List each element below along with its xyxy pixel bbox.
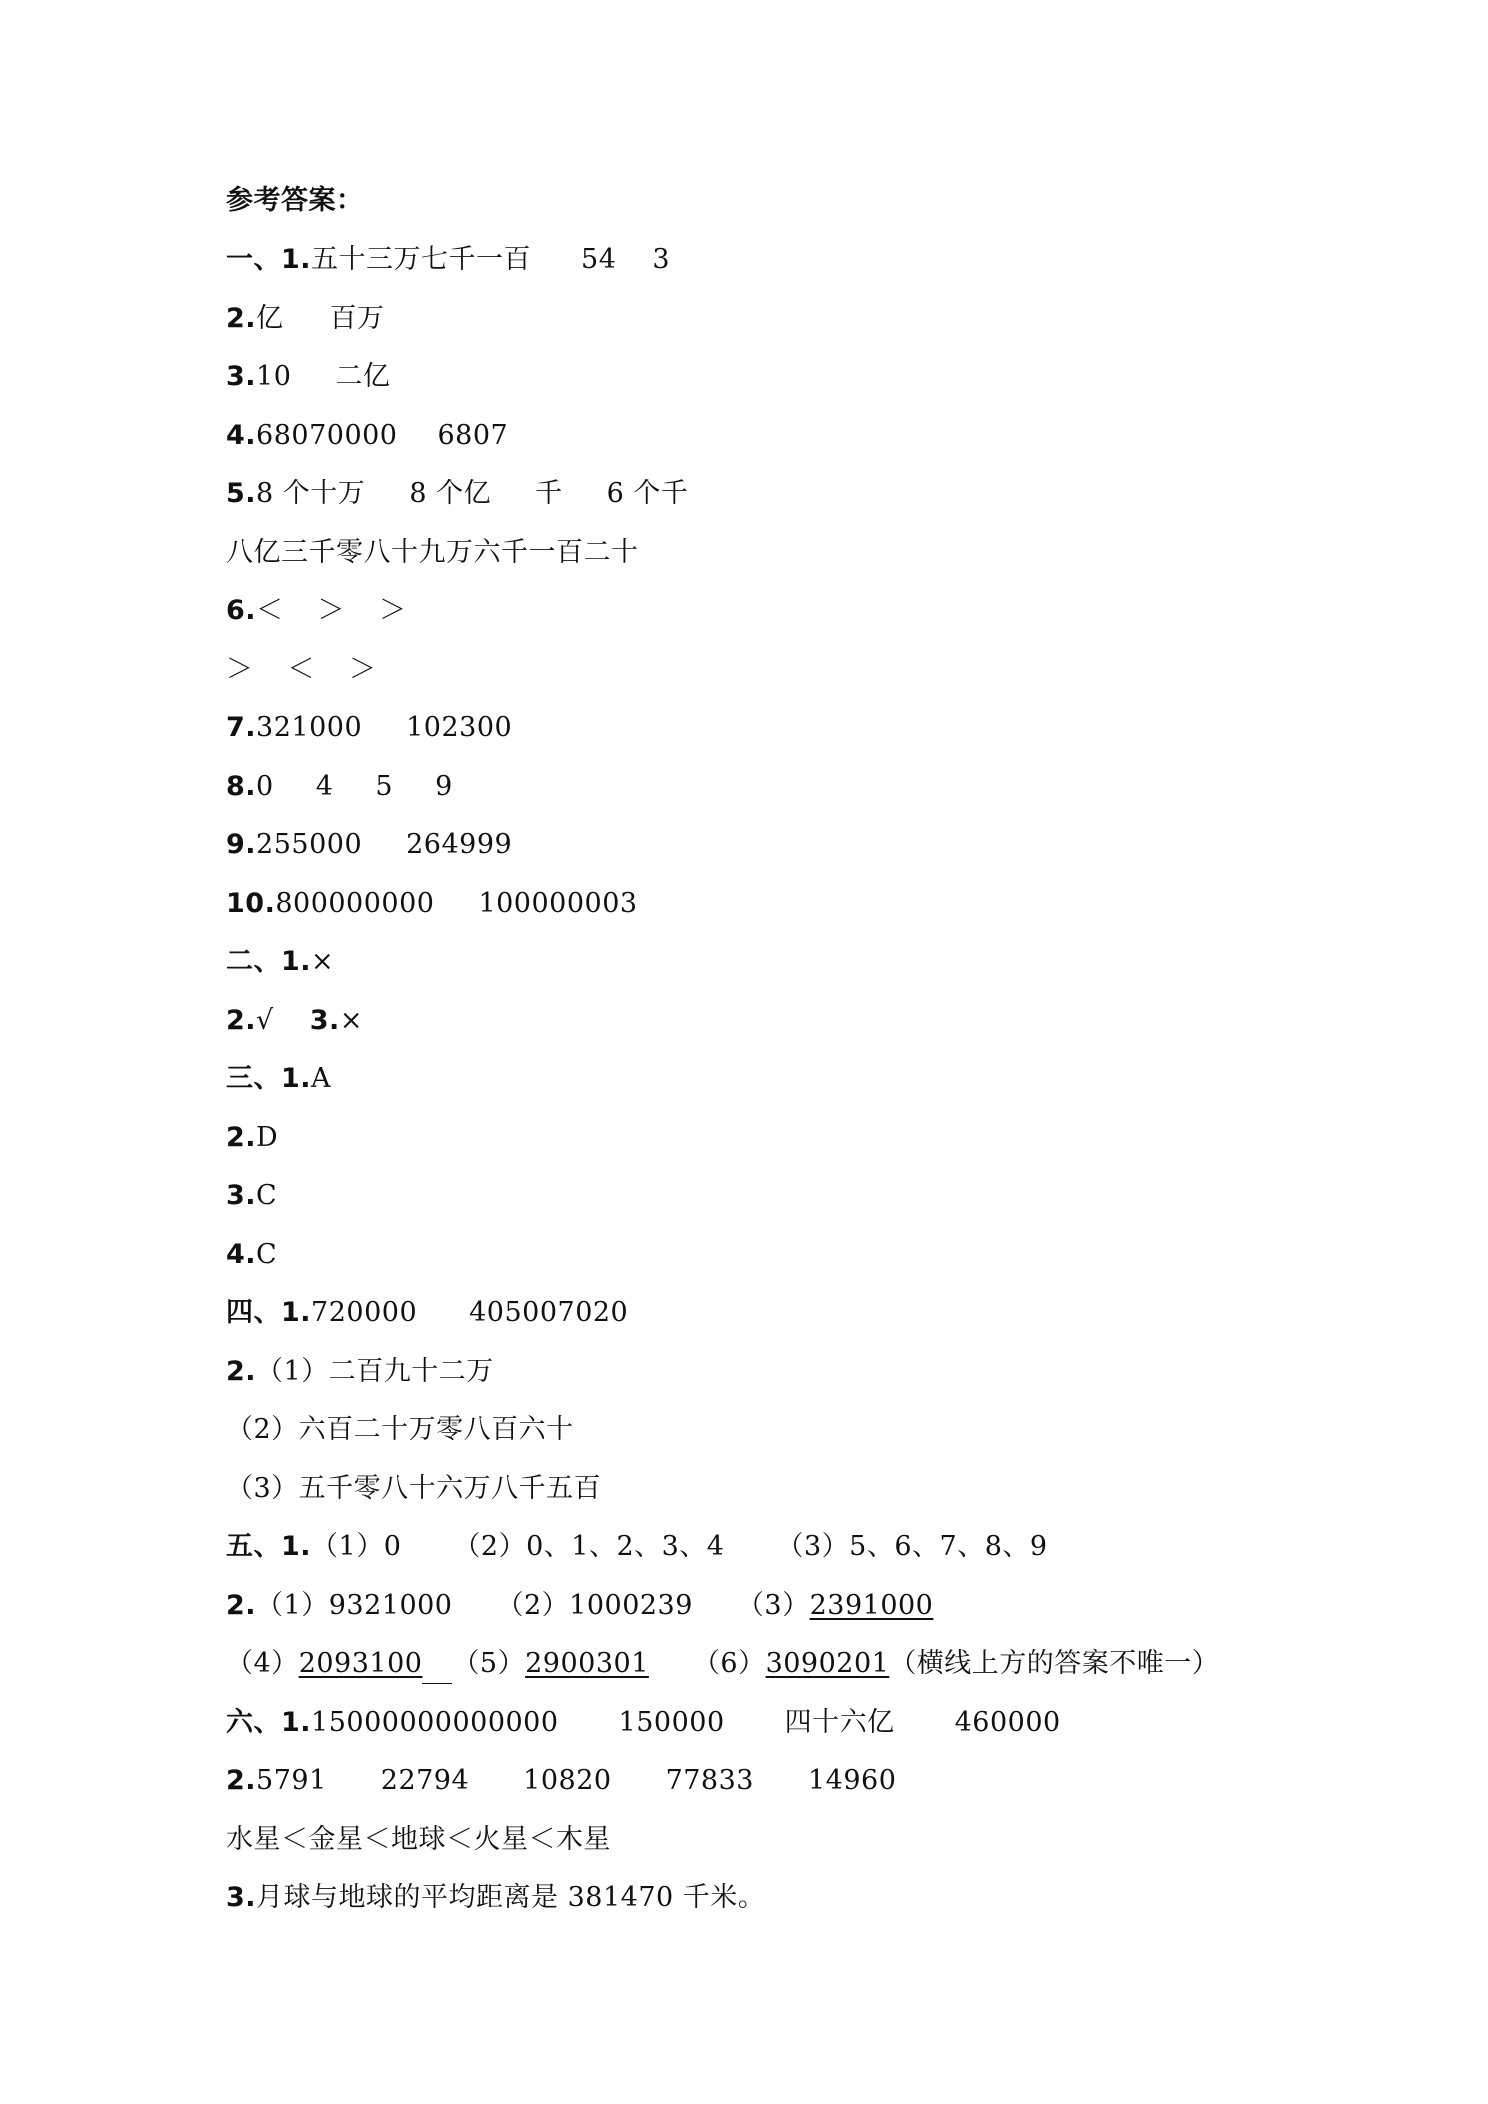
s1-q5-d: 6 个千 xyxy=(606,478,689,509)
s2-q2-a: √ xyxy=(256,1005,274,1036)
s6-q1-a: 15000000000000 xyxy=(311,1707,559,1738)
s6-q3 xyxy=(226,1878,765,1918)
s4-q2-line2: （2）六百二十万零八百六十 xyxy=(226,1414,574,1445)
s1-q10-prefix: 10. xyxy=(226,888,276,919)
s1-q7-b: 102300 xyxy=(406,712,513,743)
s1-q8-d: 9 xyxy=(435,771,453,802)
s4-q2-prefix: 2. xyxy=(226,1356,257,1387)
s5-q2 xyxy=(226,1586,933,1626)
s3-q2 xyxy=(226,1118,278,1158)
s1-q6-f: ＞ xyxy=(349,654,377,685)
s6-q2-b: 22794 xyxy=(380,1765,470,1796)
s3-q4-prefix: 4. xyxy=(226,1239,257,1270)
s1-q10-b: 100000003 xyxy=(478,888,638,919)
s1-q5-line2: 八亿三千零八十九万六千一百二十 xyxy=(226,537,639,568)
s6-q1-b: 150000 xyxy=(618,1707,725,1738)
s1-q4-a: 68070000 xyxy=(256,420,398,451)
s1-q1 xyxy=(226,240,670,280)
s6-q2-prefix: 2. xyxy=(226,1765,257,1796)
s5-q2-d: 2093100 xyxy=(298,1648,423,1679)
s4-q1-b: 405007020 xyxy=(469,1297,629,1328)
s6-q1-c: 四十六亿 xyxy=(784,1707,895,1738)
s1-q6-e: ＜ xyxy=(287,654,315,685)
s1-q2-b: 百万 xyxy=(329,303,385,334)
s5-q2-b: （2）1000239 xyxy=(496,1590,693,1621)
s2-q1-a: × xyxy=(311,946,335,977)
s3-q2-a: D xyxy=(256,1122,279,1153)
s4-q2-line3: （3）五千零八十六万八千五百 xyxy=(226,1473,602,1504)
s5-q1-c: （3）5、6、7、8、9 xyxy=(776,1531,1048,1562)
s1-q5-b: 8 个亿 xyxy=(409,478,492,509)
s3-q3-a: C xyxy=(256,1180,278,1211)
s1-q6-c: ＞ xyxy=(379,595,407,626)
s1-q6-prefix: 6. xyxy=(226,595,257,626)
s6-q2-line2: 水星＜金星＜地球＜火星＜木星 xyxy=(226,1824,611,1855)
s1-q6-line2 xyxy=(226,650,377,690)
s1-q4-prefix: 4. xyxy=(226,420,257,451)
s3-q4-a: C xyxy=(256,1239,278,1270)
s2-q1-prefix: 二、1. xyxy=(226,946,312,977)
s1-q9-b: 264999 xyxy=(406,829,513,860)
s5-q2-c: 2391000 xyxy=(809,1590,934,1621)
s6-q2 xyxy=(226,1761,896,1801)
s1-q1-b: 54 xyxy=(581,244,617,275)
s6-q2-e: 14960 xyxy=(807,1765,897,1796)
s5-q2-line2 xyxy=(226,1644,1219,1684)
s6-q2-d: 77833 xyxy=(665,1765,754,1796)
s1-q5-a: 8 个十万 xyxy=(256,478,366,509)
s5-q2-a: （1）9321000 xyxy=(256,1590,453,1621)
s1-q2-a: 亿 xyxy=(256,303,284,334)
s1-q3-prefix: 3. xyxy=(226,361,257,392)
s4-q1-prefix: 四、1. xyxy=(226,1297,312,1328)
s1-q8-c: 5 xyxy=(375,771,394,802)
s6-q1 xyxy=(226,1703,1061,1743)
page-title: 参考答案： xyxy=(226,185,364,216)
s6-q3-a: 月球与地球的平均距离是 381470 千米。 xyxy=(256,1882,766,1913)
s3-q3-prefix: 3. xyxy=(226,1180,257,1211)
s6-q1-prefix: 六、1. xyxy=(226,1707,312,1738)
s3-q1-a: A xyxy=(311,1063,332,1094)
s4-q2 xyxy=(226,1352,494,1392)
s3-q1-prefix: 三、1. xyxy=(226,1063,312,1094)
s1-q5 xyxy=(226,474,688,514)
s1-q1-a: 五十三万七千一百 xyxy=(311,244,532,275)
s1-q7 xyxy=(226,708,512,748)
s2-q2 xyxy=(226,1001,363,1041)
s1-q3-b: 二亿 xyxy=(335,361,391,392)
s4-q1 xyxy=(226,1293,628,1333)
s6-q3-prefix: 3. xyxy=(226,1882,257,1913)
s1-q7-prefix: 7. xyxy=(226,712,257,743)
s5-q2-note: （横线上方的答案不唯一） xyxy=(889,1648,1220,1679)
s6-q2-a: 5791 xyxy=(256,1765,327,1796)
s3-q3 xyxy=(226,1176,277,1216)
s1-q5-prefix: 5. xyxy=(226,478,257,509)
s6-q2-c: 10820 xyxy=(523,1765,612,1796)
s5-q2-c-label: （3） xyxy=(736,1590,810,1621)
s4-q1-a: 720000 xyxy=(311,1297,418,1328)
s1-q8-b: 4 xyxy=(315,771,334,802)
s5-q2-d-label: （4） xyxy=(226,1648,299,1679)
s1-q9 xyxy=(226,825,512,865)
s5-q2-prefix: 2. xyxy=(226,1590,257,1621)
s5-q2-e-label: （5） xyxy=(452,1648,526,1679)
s1-q10-a: 800000000 xyxy=(275,888,435,919)
s5-q1-b: （2）0、1、2、3、4 xyxy=(453,1531,725,1562)
s1-q9-a: 255000 xyxy=(256,829,363,860)
s5-q1-a: （1）0 xyxy=(311,1531,402,1562)
s1-q9-prefix: 9. xyxy=(226,829,257,860)
s1-q8-a: 0 xyxy=(256,771,274,802)
s5-q1 xyxy=(226,1527,1048,1567)
s1-q2 xyxy=(226,299,385,339)
s3-q2-prefix: 2. xyxy=(226,1122,257,1153)
s1-q3 xyxy=(226,357,390,397)
s5-q2-d-blank xyxy=(422,1655,452,1684)
s6-q1-d: 460000 xyxy=(954,1707,1061,1738)
s3-q1 xyxy=(226,1059,331,1099)
s1-q5-c: 千 xyxy=(535,478,563,509)
s1-q1-c: 3 xyxy=(652,244,671,275)
s1-q6-a: ＜ xyxy=(256,595,284,626)
s1-q6-d: ＞ xyxy=(226,654,254,685)
s1-q7-a: 321000 xyxy=(256,712,363,743)
s5-q2-f-label: （6） xyxy=(692,1648,766,1679)
s2-q3-a: × xyxy=(339,1005,363,1036)
s5-q2-f: 3090201 xyxy=(765,1648,890,1679)
s2-q3-prefix: 3. xyxy=(309,1005,340,1036)
s5-q2-e: 2900301 xyxy=(525,1648,649,1679)
s1-q2-prefix: 2. xyxy=(226,303,257,334)
s1-q8-prefix: 8. xyxy=(226,771,257,802)
s1-q6 xyxy=(226,591,407,631)
s4-q2-a: （1）二百九十二万 xyxy=(256,1356,494,1387)
s1-q8 xyxy=(226,767,453,807)
s1-q6-b: ＞ xyxy=(317,595,346,626)
s1-q3-a: 10 xyxy=(256,361,292,392)
s1-q4 xyxy=(226,416,508,456)
s1-q10 xyxy=(226,884,638,924)
s1-q4-b: 6807 xyxy=(437,420,509,451)
s1-q1-prefix: 一、1. xyxy=(226,244,312,275)
s2-q1 xyxy=(226,942,334,982)
s3-q4 xyxy=(226,1235,277,1275)
s5-q1-prefix: 五、1. xyxy=(226,1531,312,1562)
s2-q2-prefix: 2. xyxy=(226,1005,257,1036)
